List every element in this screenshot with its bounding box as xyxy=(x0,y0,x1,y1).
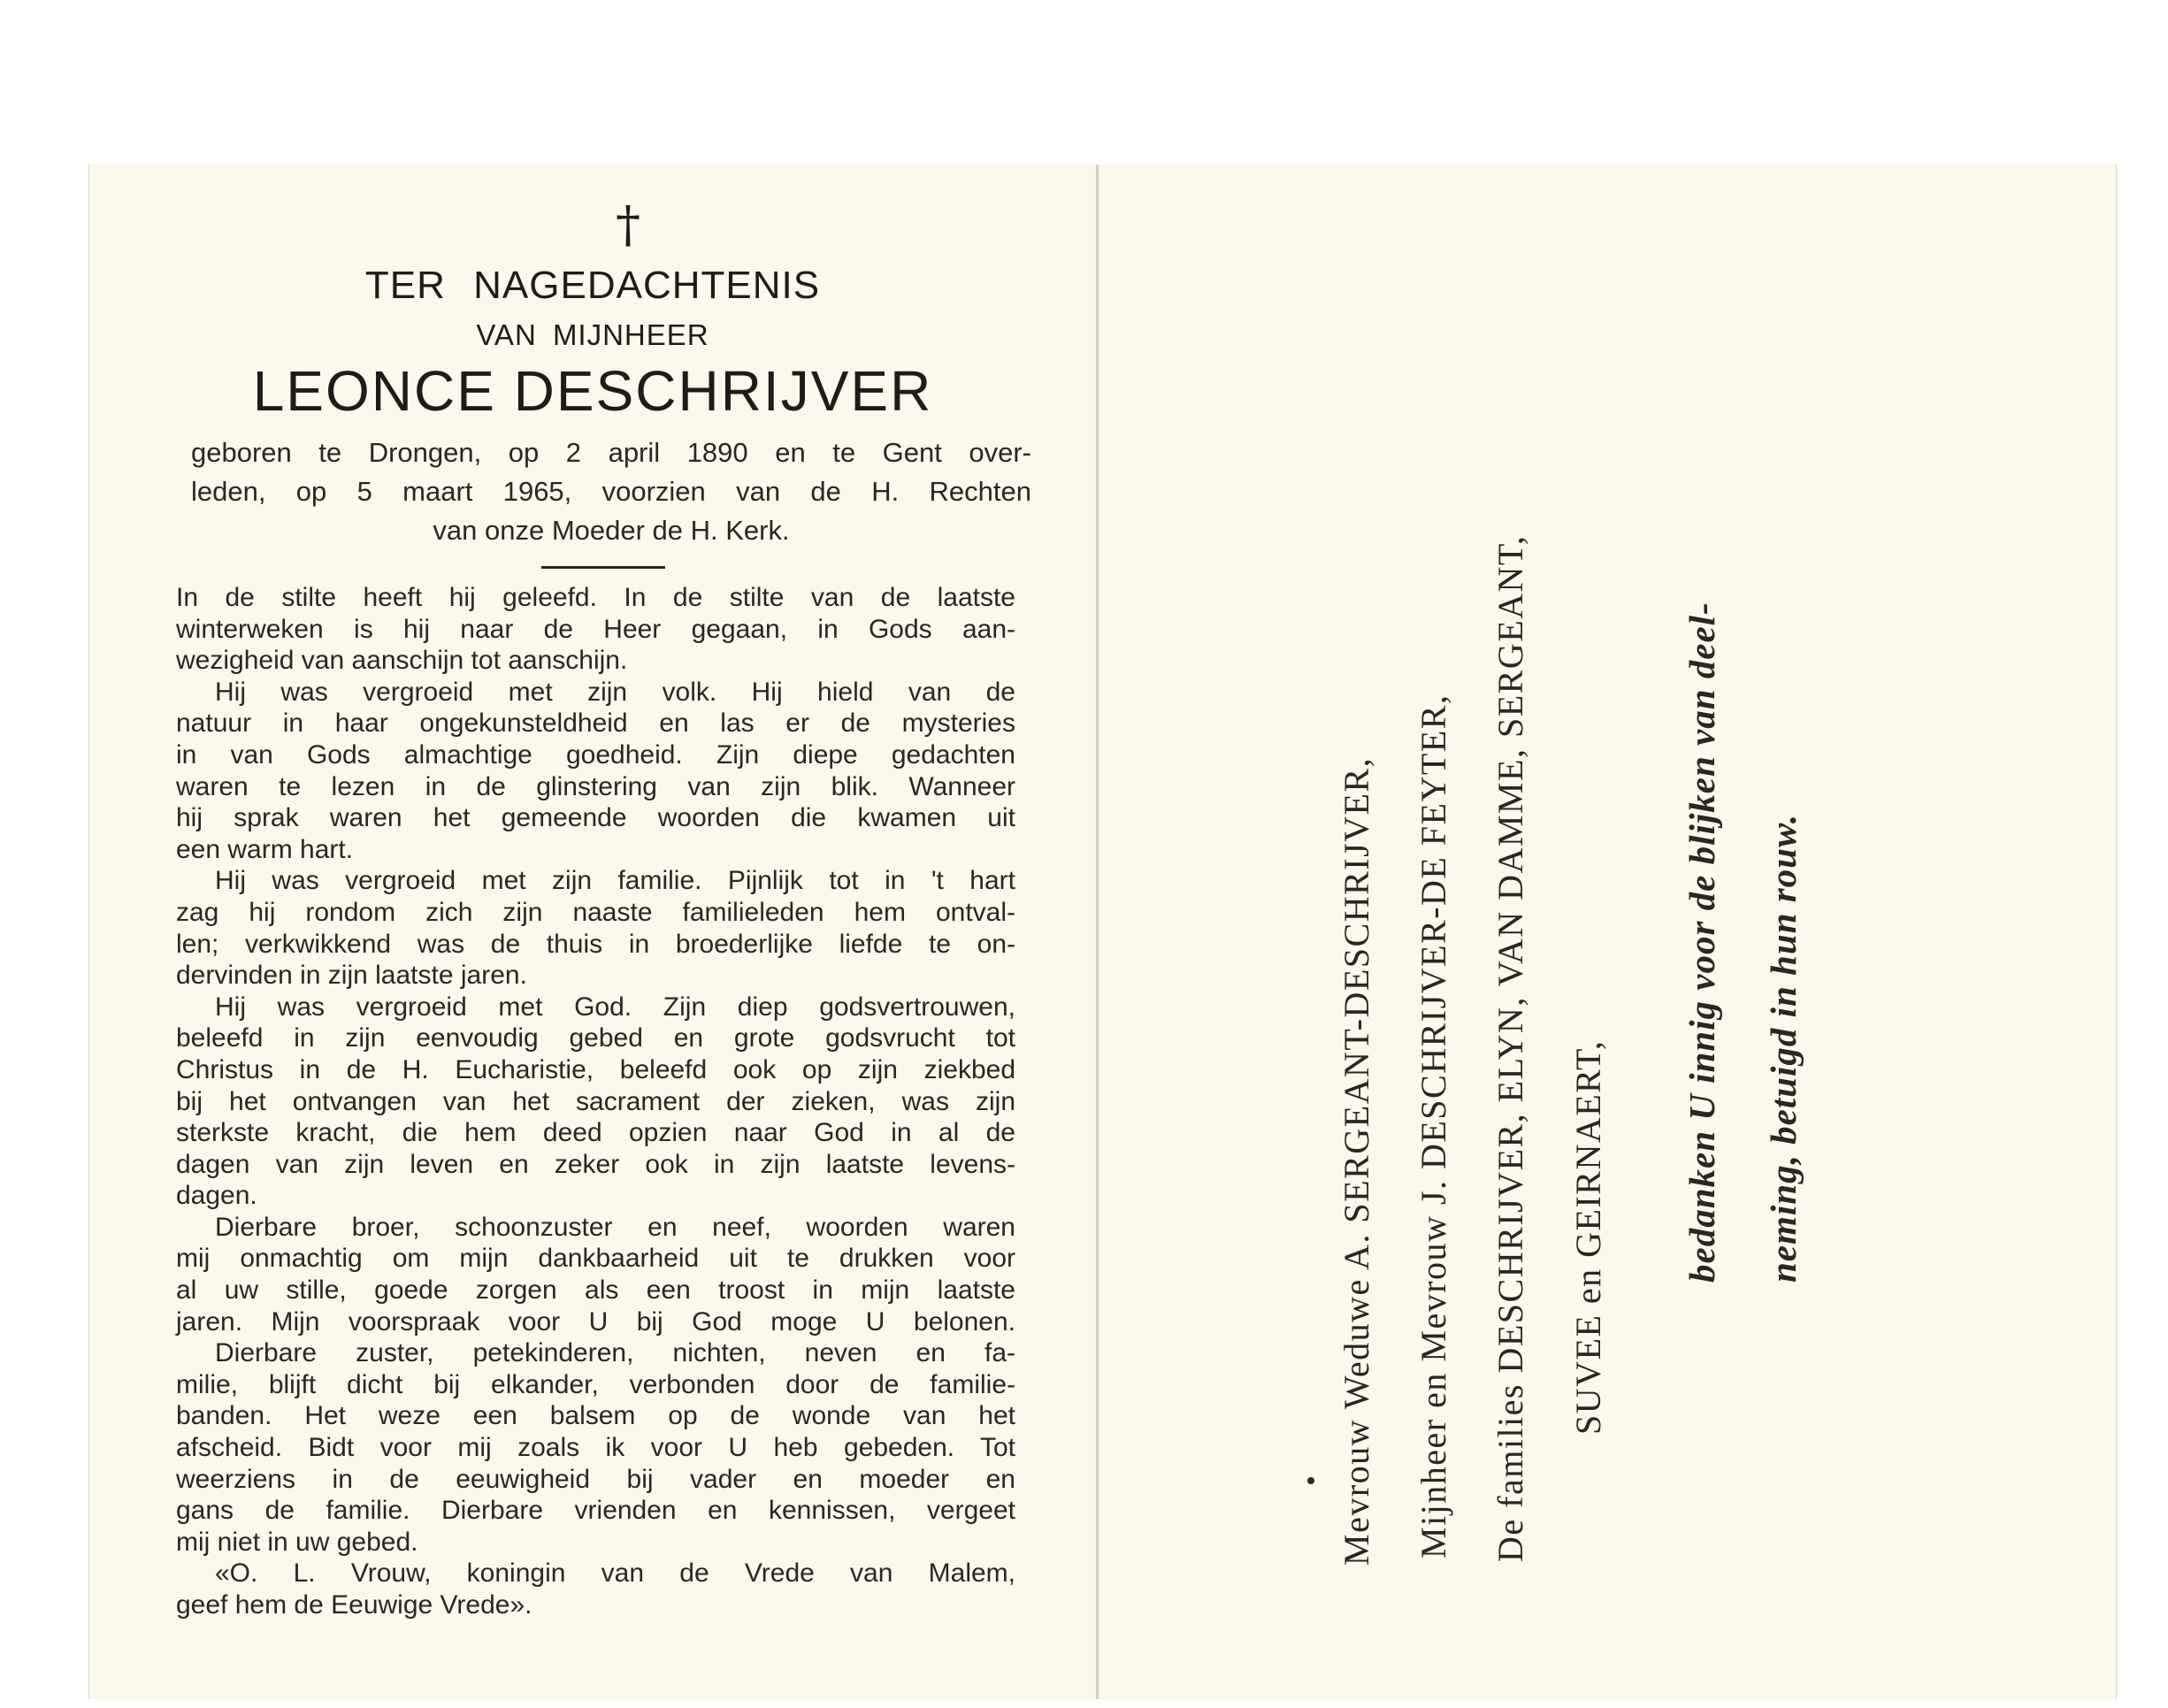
deceased-name: LEONCE DESCHRIJVER xyxy=(252,359,933,423)
text-line: sterkste kracht, die hem deed opzien naar God in al de xyxy=(176,1118,1015,1148)
text-line: afscheid. Bidt voor mij zoals ik voor U heb gebeden. Tot xyxy=(176,1433,1015,1463)
family-line: SUVEE en GEIRNAERT, xyxy=(1568,1039,1608,1435)
text-line: waren te lezen in de glinstering van zijn blik. Wanneer xyxy=(176,771,1015,801)
text-line: in van Gods almachtige goedheid. Zijn diepe gedachten xyxy=(176,739,1015,770)
text-line: milie, blijft dicht bij elkander, verbonden door de familie- xyxy=(176,1369,1015,1399)
text-line: hij sprak waren het gemeende woorden die kwamen uit xyxy=(176,803,1015,833)
ink-dot xyxy=(1307,1477,1314,1484)
text-line: bij het ontvangen van het sacrament der zieken, was zijn xyxy=(176,1086,1015,1116)
text-line: Christus in de H. Eucharistie, beleefd ook op zijn ziekbed xyxy=(176,1054,1015,1084)
text-line: mij niet in uw gebed. xyxy=(176,1527,418,1557)
text-line: «O. L. Vrouw, koningin van de Vrede van Malem, xyxy=(215,1559,1015,1589)
text-line: weerziens in de eeuwigheid bij vader en moeder en xyxy=(176,1464,1015,1494)
text-line: Hij was vergroeid met God. Zijn diep godsvertrouwen, xyxy=(215,992,1015,1022)
text-line: Dierbare zuster, petekinderen, nichten, neven en fa- xyxy=(215,1338,1015,1368)
text-line: Hij was vergroeid met zijn familie. Pijnlijk tot in 't hart xyxy=(215,866,1015,896)
family-line: Mijnheer en Mevrouw J. DESCHRIJVER-DE FEYTER, xyxy=(1413,693,1453,1559)
text-line: natuur in haar ongekunsteldheid en las er de mysteries xyxy=(176,708,1015,739)
text-line: dervinden in zijn laatste jaren. xyxy=(176,961,527,991)
text-line: Dierbare broer, schoonzuster en neef, woorden waren xyxy=(215,1212,1015,1242)
memorial-card-right-page xyxy=(1099,165,2117,1699)
birth-line: geboren te Drongen, op 2 april 1890 en te Gent over- xyxy=(191,437,1031,468)
text-line: geef hem de Eeuwige Vrede». xyxy=(176,1590,532,1620)
text-line: banden. Het weze een balsem op de wonde van het xyxy=(176,1401,1015,1431)
memorial-text xyxy=(176,582,1015,1621)
text-line: dagen. xyxy=(176,1181,257,1211)
text-line: een warm hart. xyxy=(176,834,354,864)
cross-icon: † xyxy=(616,196,640,254)
thanks-line: bedanken U innig voor de blijken van deel- xyxy=(1682,601,1722,1283)
text-line: jaren. Mijn voorspraak voor U bij God moge U belonen. xyxy=(176,1306,1015,1337)
divider xyxy=(541,566,665,569)
text-line: wezigheid van aanschijn tot aanschijn. xyxy=(176,646,628,676)
memorial-heading: TER NAGEDACHTENIS xyxy=(364,264,821,307)
thanks-line: neming, betuigd in hun rouw. xyxy=(1763,813,1804,1283)
text-line: Hij was vergroeid met zijn volk. Hij hield van de xyxy=(215,677,1015,707)
text-line: winterweken is hij naar de Heer gegaan, in Gods aan- xyxy=(176,614,1015,644)
text-line: beleefd in zijn eenvoudig gebed en grote godsvrucht tot xyxy=(176,1023,1015,1053)
birth-line: leden, op 5 maart 1965, voorzien van de H. Rechten xyxy=(191,476,1031,507)
memorial-subheading: VAN MIJNHEER xyxy=(476,318,709,351)
text-line: gans de familie. Dierbare vrienden en kennissen, vergeet xyxy=(176,1496,1015,1526)
text-line: mij onmachtig om mijn dankbaarheid uit te drukken voor xyxy=(176,1244,1015,1274)
birth-line: van onze Moeder de H. Kerk. xyxy=(433,515,790,546)
birth-death-info xyxy=(191,433,1031,550)
family-line: Mevrouw Weduwe A. SERGEANT-DESCHRIJVER, xyxy=(1337,756,1376,1566)
text-line: zag hij rondom zich zijn naaste familieleden hem ontval- xyxy=(176,897,1015,927)
text-line: al uw stille, goede zorgen als een troost in mijn laatste xyxy=(176,1275,1015,1306)
text-line: In de stilte heeft hij geleefd. In de stilte van de laatste xyxy=(176,583,1015,612)
text-line: dagen van zijn leven en zeker ook in zijn laatste levens- xyxy=(176,1149,1015,1179)
family-line: De families DESCHRIJVER, ELYN, VAN DAMME, SERGEANT, xyxy=(1490,534,1530,1562)
text-line: len; verkwikkend was de thuis in broederlijke liefde te on- xyxy=(176,929,1015,959)
